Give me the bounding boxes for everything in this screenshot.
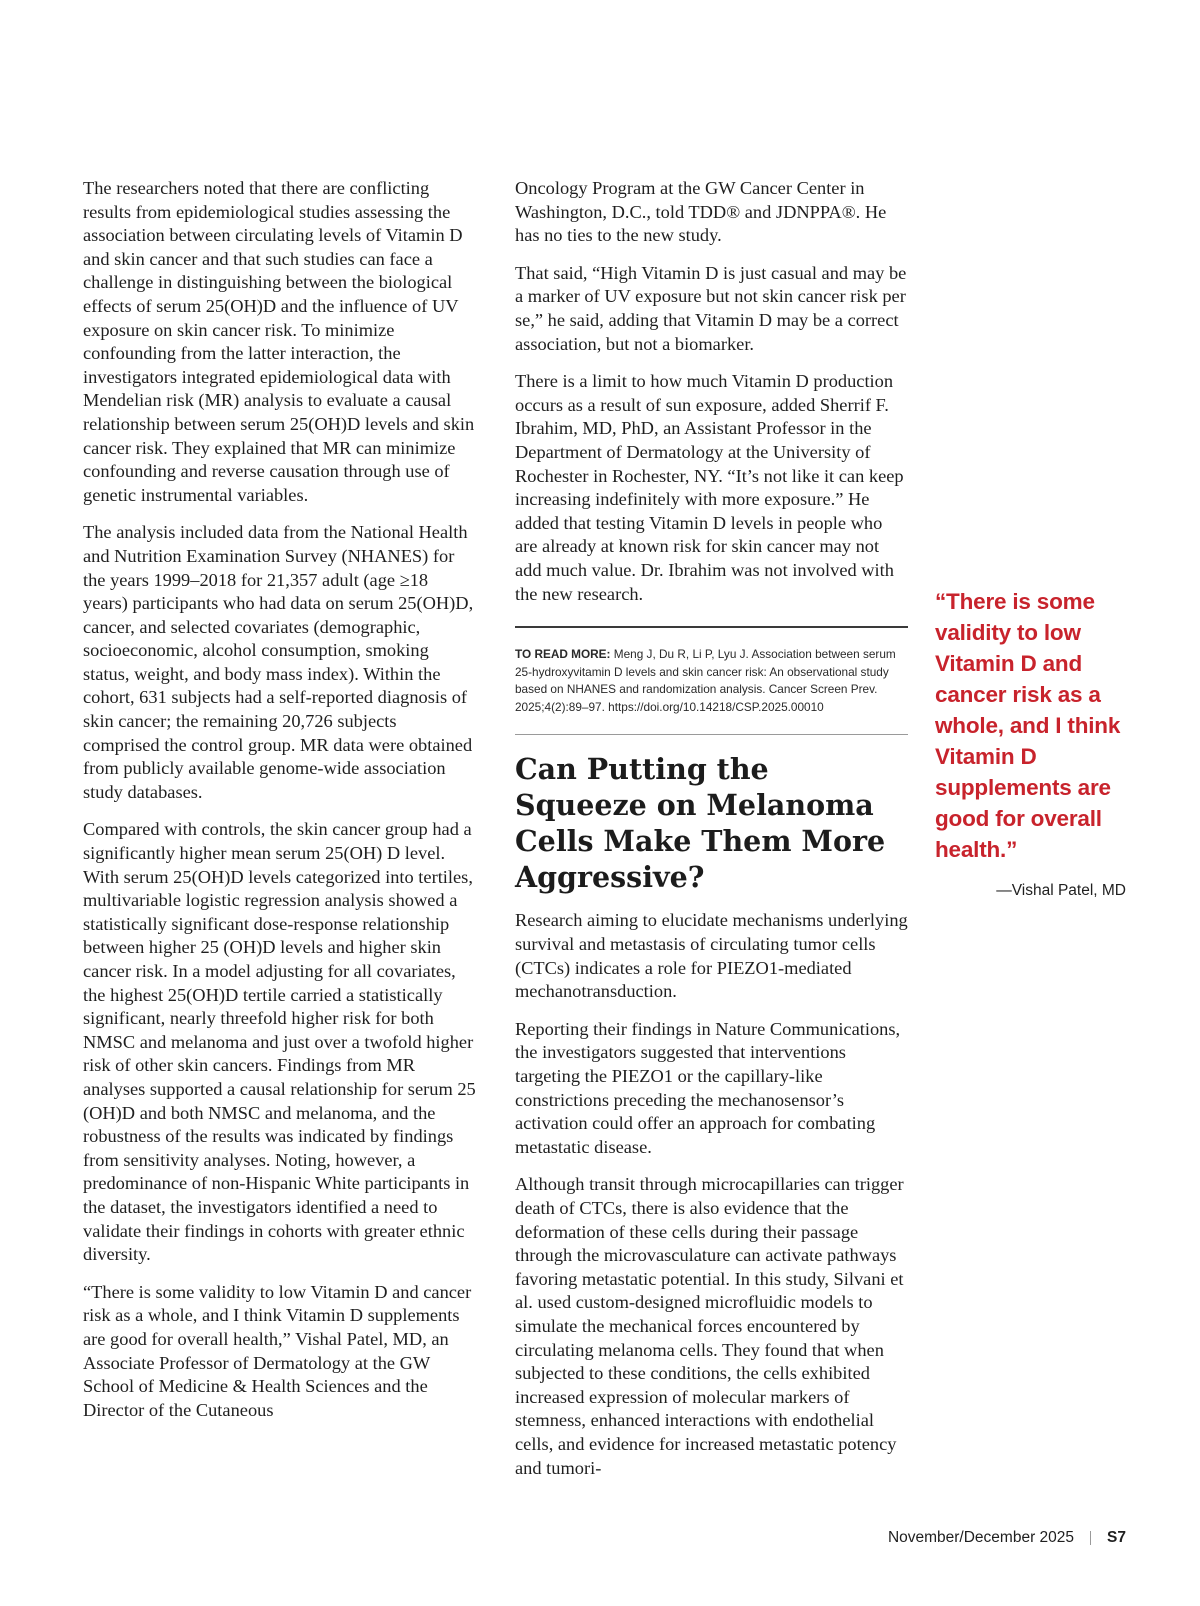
body-paragraph: Although transit through microcapillaries can trigger death of CTCs, there is also evidence that the deformation of these cells during their passage through the microvasculature can activate pathways favoring metastatic potential. In this study, Silvani et al. used custom-designed microfluidic models to simulate the mechanical forces encountered by circulating melanoma cells. They found that when subjected to these conditions, the cells exhibited increased expression of molecular markers of stemness, enhanced interactions with endothelial cells, and evidence for increased metastatic potency and tumori- xyxy=(515,1174,904,1478)
body-paragraph: Research aiming to elucidate mechanisms underlying survival and metastasis of circulating tumor cells (CTCs) indicates a role for PIEZO1-mediated mechanotransduction. xyxy=(515,910,908,1002)
issue-date: November/December 2025 xyxy=(887,1529,1075,1546)
page-footer xyxy=(888,1529,1126,1547)
pull-quote: “There is some validity to low Vitamin D and cancer risk as a whole, and I think Vitamin D supplements are good for overall health.” xyxy=(935,589,1121,862)
read-more-citation: Meng J, Du R, Li P, Lyu J. Association between serum 25-hydroxyvitamin D levels and skin cancer risk: An observational study based on NHANES and randomization analysis. Cancer Screen Prev. 2025;4(2):89–97. https://doi.org/10.14218/CSP.2025.00010 xyxy=(515,647,896,714)
body-paragraph: The researchers noted that there are conflicting results from epidemiological studies assessing the association between circulating levels of Vitamin D and skin cancer and that such studies can face a challenge in distinguishing between the biological effects of serum 25(OH)D and the influence of UV exposure on skin cancer risk. To minimize confounding from the latter interaction, the investigators integrated epidemiological data with Mendelian risk (MR) analysis to evaluate a causal relationship between serum 25(OH)D levels and skin cancer risk. They explained that MR can minimize confounding and reverse causation through use of genetic instrumental variables. xyxy=(83,178,475,505)
body-paragraph: That said, “High Vitamin D is just casual and may be a marker of UV exposure but not skin cancer risk per se,” he said, adding that Vitamin D may be a correct association, but not a biomarker. xyxy=(515,262,907,354)
article-headline: Can Putting the Squeeze on Melanoma Cells Make Them More Aggressive? xyxy=(515,752,886,895)
middle-column xyxy=(515,177,908,1494)
read-more-reference xyxy=(515,646,908,716)
pull-quote-attribution: —Vishal Patel, MD xyxy=(996,882,1126,899)
body-paragraph: The analysis included data from the National Health and Nutrition Examination Survey (NHANES) for the years 1999–2018 for 21,357 adult (age ≥18 years) participants who had data on serum 25(OH)D, cancer, and selected covariates (demographic, socioeconomic, alcohol consumption, smoking status, weight, and body mass index). Within the cohort, 631 subjects had a self-reported diagnosis of skin cancer; the remaining 20,726 subjects comprised the control group. MR data were obtained from publicly available genome-wide association study databases. xyxy=(83,522,474,802)
left-column xyxy=(83,177,476,1436)
page-number: S7 xyxy=(1107,1529,1126,1546)
article-divider xyxy=(515,734,908,735)
read-more-label: TO READ MORE: xyxy=(515,647,611,662)
body-paragraph: Compared with controls, the skin cancer group had a significantly higher mean serum 25(OH) D level. With serum 25(OH)D levels categorized into tertiles, multivariable logistic regression analysis showed a statistically significant dose-response relationship between higher 25 (OH)D levels and higher skin cancer risk. In a model adjusting for all covariates, the highest 25(OH)D tertile carried a statistically significant, nearly threefold higher risk for both NMSC and melanoma and just over a twofold higher risk of other skin cancers. Findings from MR analyses supported a causal relationship for serum 25 (OH)D and both NMSC and melanoma, and the robustness of the results was indicated by findings from sensitivity analyses. Noting, however, a predominance of non-Hispanic White participants in the dataset, the investigators identified a need to validate their findings in cohorts with greater ethnic diversity. xyxy=(83,819,476,1265)
body-paragraph: Oncology Program at the GW Cancer Center in Washington, D.C., told TDD® and JDNPPA®. He has no ties to the new study. xyxy=(515,178,887,246)
body-paragraph: “There is some validity to low Vitamin D and cancer risk as a whole, and I think Vitamin D supplements are good for overall health,” Vishal Patel, MD, an Associate Professor of Dermatology at the GW School of Medicine & Health Sciences and the Director of the Cutaneous xyxy=(83,1281,472,1420)
section-divider xyxy=(515,626,908,628)
footer-separator xyxy=(1090,1531,1091,1545)
body-paragraph: There is a limit to how much Vitamin D production occurs as a result of sun exposure, added Sherrif F. Ibrahim, MD, PhD, an Assistant Professor in the Department of Dermatology at the University of Rochester in Rochester, NY. “It’s not like it can keep increasing indefinitely with more exposure.” He added that testing Vitamin D levels in people who are already at known risk for skin cancer may not add much value. Dr. Ibrahim was not involved with the new research. xyxy=(515,371,904,604)
body-paragraph: Reporting their findings in Nature Communications, the investigators suggested that interventions targeting the PIEZO1 or the capillary-like constrictions preceding the mechanosensor’s activation could offer an approach for combating metastatic disease. xyxy=(515,1018,901,1157)
